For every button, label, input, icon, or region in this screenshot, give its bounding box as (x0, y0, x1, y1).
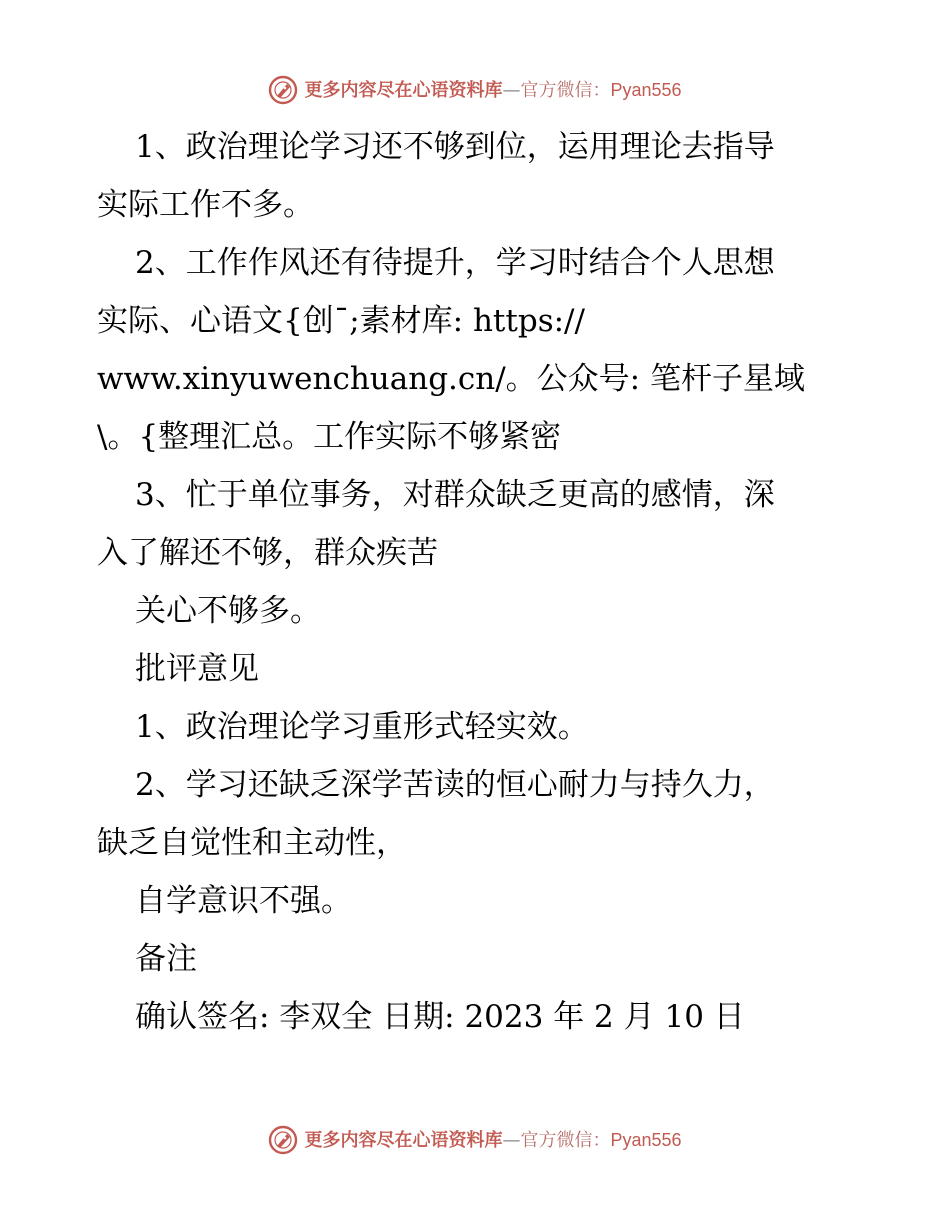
watermark-text (304, 78, 681, 103)
notes-heading-text: 备注 (135, 941, 197, 977)
notes-heading (97, 930, 842, 988)
criticism-heading (97, 640, 842, 698)
pen-nib-circle-icon (268, 75, 298, 105)
watermark-text (304, 1128, 681, 1153)
paragraph-2-line-3: www.xinyuwenchuang.cn/。公众号: 笔杆子星域 (97, 361, 805, 397)
criticism-item-1 (97, 698, 842, 756)
paragraph-2-line-1: 2、工作作风还有待提升，学习时结合个人思想 (135, 245, 775, 281)
criticism-item-2-line-3: 自学意识不强。 (135, 883, 352, 919)
criticism-item-1-text: 1、政治理论学习重形式轻实效。 (135, 709, 589, 745)
criticism-item-2-line-2: 缺乏自觉性和主动性， (97, 825, 407, 861)
paragraph-2-line-2: 实际、心语文{创¯;素材库: https:// (97, 303, 585, 339)
header-watermark-banner (0, 70, 950, 110)
criticism-heading-text: 批评意见 (135, 651, 259, 687)
watermark-wechat-id: Pyan556 (610, 79, 682, 100)
footer-watermark-banner (0, 1120, 950, 1160)
paragraph-3-line-3: 关心不够多。 (135, 593, 321, 629)
watermark-wechat-id: Pyan556 (610, 1129, 682, 1150)
paragraph-1-line-2: 实际工作不多。 (97, 187, 314, 223)
paragraph-2 (97, 234, 842, 466)
criticism-item-2-line-1: 2、学习还缺乏深学苦读的恒心耐力与持久力， (135, 767, 775, 803)
paragraph-3 (97, 466, 842, 640)
watermark-separator: — (502, 79, 521, 101)
watermark-label: 官方微信： (520, 1129, 611, 1151)
paragraph-3-line-1: 3、忙于单位事务，对群众缺乏更高的感情，深 (135, 477, 775, 513)
paragraph-3-line-2: 入了解还不够，群众疾苦 (97, 535, 438, 571)
watermark-label: 官方微信： (520, 79, 611, 101)
paragraph-1-line-1: 1、政治理论学习还不够到位，运用理论去指导 (135, 129, 775, 165)
watermark-separator: — (502, 1129, 521, 1151)
paragraph-2-line-4: \。{整理汇总。工作实际不够紧密 (97, 419, 562, 455)
document-body (97, 118, 842, 1046)
signature-line: 确认签名: 李双全 日期: 2023 年 2 月 10 日 (135, 999, 745, 1035)
pen-nib-circle-icon (268, 1125, 298, 1155)
paragraph-1 (97, 118, 842, 234)
watermark-main-text: 更多内容尽在心语资料库 (304, 1129, 503, 1151)
watermark-main-text: 更多内容尽在心语资料库 (304, 79, 503, 101)
criticism-item-2 (97, 756, 842, 930)
